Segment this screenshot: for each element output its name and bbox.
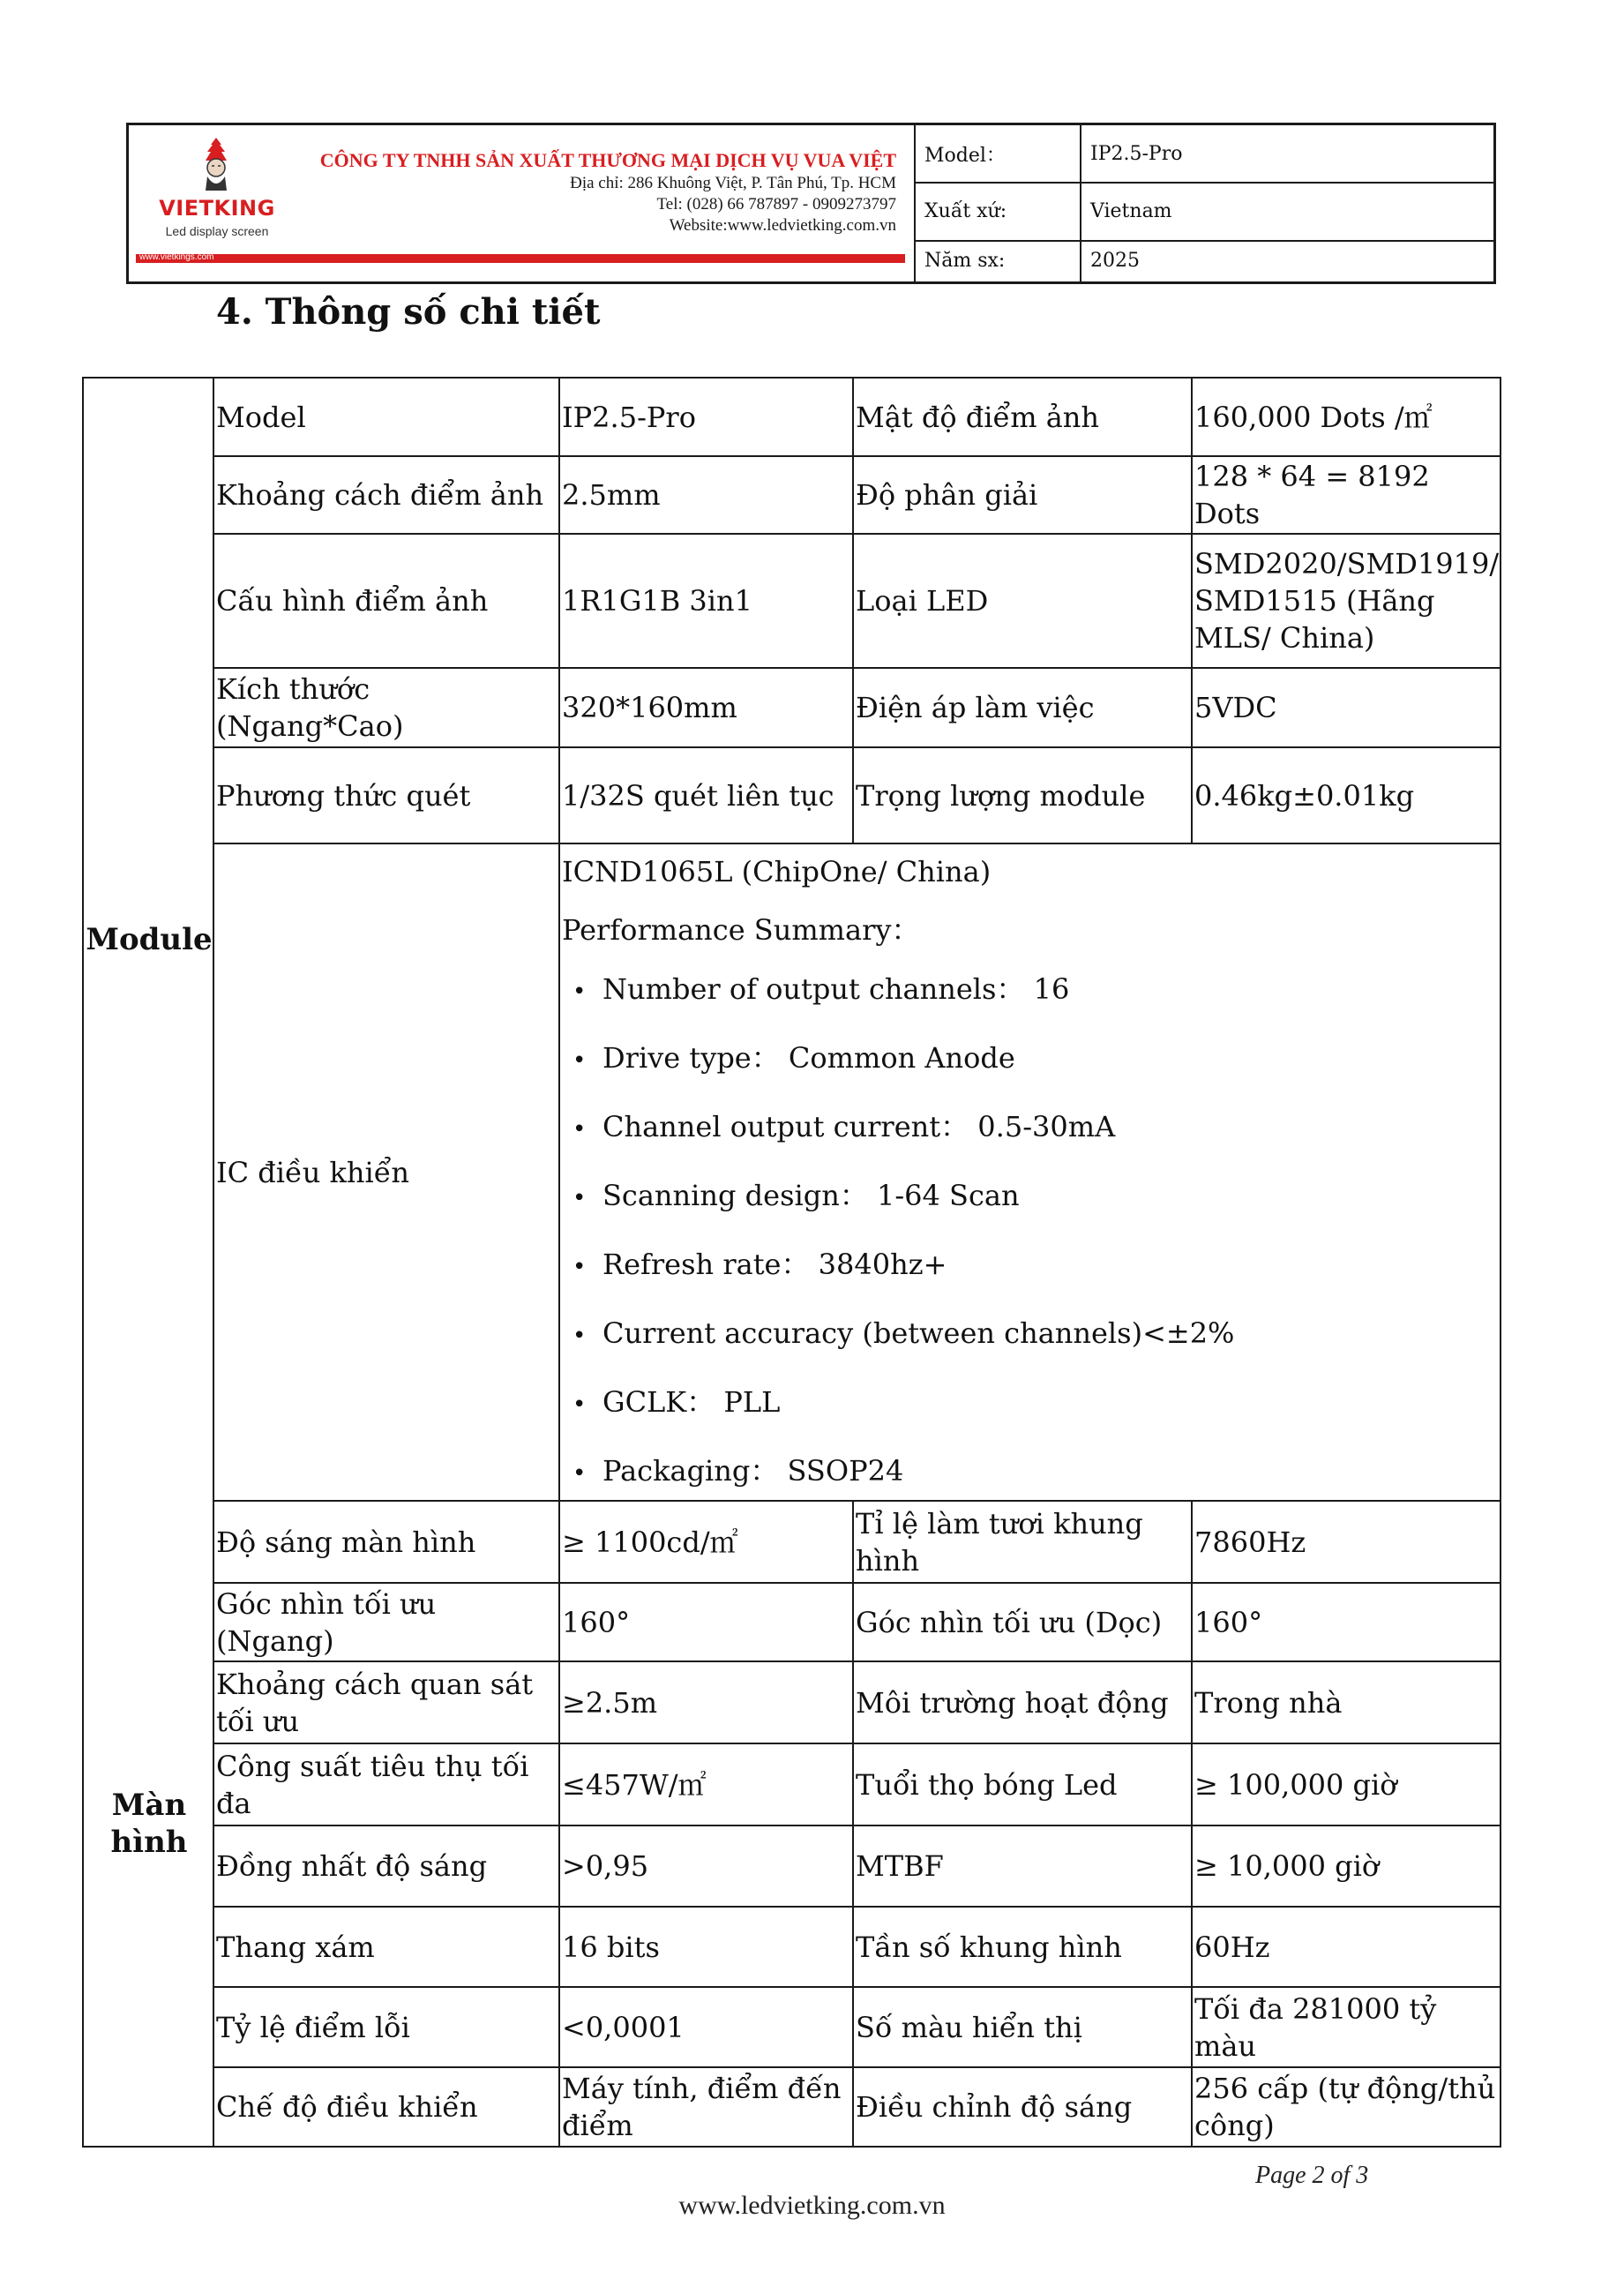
spec-label: Góc nhìn tối ưu (Dọc): [853, 1583, 1192, 1661]
info-value: Vietnam: [1080, 182, 1172, 240]
table-row: [83, 1825, 1501, 1907]
spec-value: 0.46kg±0.01kg: [1192, 747, 1501, 843]
footer-website: www.ledvietking.com.vn: [678, 2191, 946, 2220]
spec-label: Tỷ lệ điểm lỗi: [213, 1987, 559, 2067]
spec-label: Phương thức quét: [213, 747, 559, 843]
table-row: [83, 1987, 1501, 2067]
spec-label: Loại LED: [853, 534, 1192, 668]
spec-label: Độ sáng màn hình: [213, 1501, 559, 1583]
table-row: [83, 1743, 1501, 1825]
bullet-icon: •: [573, 1254, 587, 1280]
table-row: [83, 1583, 1501, 1661]
info-value: IP2.5-Pro: [1080, 125, 1182, 182]
info-row-year: [916, 240, 1495, 281]
spec-label: Tần số khung hình: [853, 1907, 1192, 1987]
spec-value: Trong nhà: [1192, 1661, 1501, 1743]
brand-bar-text: www.vietkings.com: [139, 252, 214, 262]
list-item: • GCLK： PLL: [562, 1381, 1500, 1426]
spec-label: Cấu hình điểm ảnh: [213, 534, 559, 668]
spec-label: Điều chỉnh độ sáng: [853, 2067, 1192, 2147]
ic-details: [559, 843, 1501, 1501]
spec-value: ≥ 100,000 giờ: [1192, 1743, 1501, 1825]
table-row: [83, 2067, 1501, 2147]
bullet-icon: •: [573, 1116, 587, 1143]
spec-label: Trọng lượng module: [853, 747, 1192, 843]
brand-name: VIETKING: [159, 196, 275, 221]
spec-label: Tuổi thọ bóng Led: [853, 1743, 1192, 1825]
company-tel: Tel: (028) 66 787897 - 0909273797: [656, 195, 896, 214]
group-module: Module: [83, 378, 213, 1501]
table-row: [83, 1501, 1501, 1583]
ic-bullet-list: [562, 968, 1500, 1495]
spec-value: Tối đa 281000 tỷ màu: [1192, 1987, 1501, 2067]
spec-value: IP2.5-Pro: [559, 378, 853, 456]
spec-value: Máy tính, điểm đến điểm: [559, 2067, 853, 2147]
info-key: Năm sx:: [924, 250, 1006, 272]
spec-label: Công suất tiêu thụ tối đa: [213, 1743, 559, 1825]
spec-label: Độ phân giải: [853, 456, 1192, 534]
spec-label: Số màu hiển thị: [853, 1987, 1192, 2067]
bullet-icon: •: [573, 1391, 587, 1418]
section-title: 4. Thông số chi tiết: [216, 291, 601, 333]
product-info: [914, 125, 1495, 281]
spec-label: IC điều khiển: [213, 843, 559, 1501]
bullet-icon: •: [573, 1323, 587, 1349]
spec-value: SMD2020/SMD1919/ SMD1515 (Hãng MLS/ China): [1192, 534, 1501, 668]
table-row: [83, 1661, 1501, 1743]
warrior-crest-icon: [195, 136, 237, 194]
company-address: Địa chỉ: 286 Khuông Việt, P. Tân Phú, Tp. HCM: [570, 174, 896, 192]
spec-label: Khoảng cách quan sát tối ưu: [213, 1661, 559, 1743]
bullet-icon: •: [573, 978, 587, 1005]
spec-value: 16 bits: [559, 1907, 853, 1987]
spec-label: Khoảng cách điểm ảnh: [213, 456, 559, 534]
spec-value: 320*160mm: [559, 668, 853, 747]
spec-value: 5VDC: [1192, 668, 1501, 747]
document-header: [126, 123, 1496, 284]
list-item: • Refresh rate： 3840hz+: [562, 1243, 1500, 1288]
spec-value: 160,000 Dots /㎡: [1192, 378, 1501, 456]
company-info: [320, 148, 896, 236]
group-screen: Màn hình: [83, 1501, 213, 2147]
spec-table: [82, 377, 1501, 2148]
spec-value: 128 * 64 = 8192 Dots: [1192, 456, 1501, 534]
spec-value: 1R1G1B 3in1: [559, 534, 853, 668]
info-row-origin: [916, 182, 1495, 242]
page-number: Page 2 of 3: [1255, 2162, 1369, 2189]
spec-value: >0,95: [559, 1825, 853, 1907]
table-row-ic: [83, 843, 1501, 1501]
company-name: CÔNG TY TNHH SẢN XUẤT THƯƠNG MẠI DỊCH VỤ VUA VIỆT: [319, 149, 896, 171]
spec-label: MTBF: [853, 1825, 1192, 1907]
info-value: 2025: [1080, 240, 1140, 281]
spec-label: Điện áp làm việc: [853, 668, 1192, 747]
brand-bar: [136, 254, 905, 263]
info-row-model: [916, 125, 1495, 184]
table-row: [83, 534, 1501, 668]
list-item: • Channel output current： 0.5-30mA: [562, 1106, 1500, 1151]
table-row: [83, 456, 1501, 534]
company-website: Website:www.ledvietking.com.vn: [669, 216, 896, 235]
table-row: [83, 747, 1501, 843]
spec-label: Mật độ điểm ảnh: [853, 378, 1192, 456]
spec-value: ≤457W/㎡: [559, 1743, 853, 1825]
spec-label: Góc nhìn tối ưu (Ngang): [213, 1583, 559, 1661]
spec-label: Môi trường hoạt động: [853, 1661, 1192, 1743]
spec-value: 7860Hz: [1192, 1501, 1501, 1583]
info-key: Xuất xứ:: [924, 199, 1007, 222]
spec-label: Chế độ điều khiển: [213, 2067, 559, 2147]
spec-label: Đồng nhất độ sáng: [213, 1825, 559, 1907]
brand-tagline: Led display screen: [165, 224, 269, 238]
table-row: [83, 668, 1501, 747]
spec-value: 60Hz: [1192, 1907, 1501, 1987]
spec-value: ≥2.5m: [559, 1661, 853, 1743]
spec-value: ≥ 10,000 giờ: [1192, 1825, 1501, 1907]
list-item: • Packaging： SSOP24: [562, 1450, 1500, 1495]
bullet-icon: •: [573, 1460, 587, 1487]
company-block: [129, 125, 914, 281]
table-row: [83, 378, 1501, 456]
spec-label: Kích thước (Ngang*Cao): [213, 668, 559, 747]
bullet-icon: •: [573, 1185, 587, 1211]
spec-label: Tỉ lệ làm tươi khung hình: [853, 1501, 1192, 1583]
list-item: • Number of output channels： 16: [562, 968, 1500, 1013]
spec-label: Thang xám: [213, 1907, 559, 1987]
ic-summary: Performance Summary：: [562, 913, 920, 947]
spec-value: 160°: [1192, 1583, 1501, 1661]
spec-value: <0,0001: [559, 1987, 853, 2067]
spec-value: ≥ 1100cd/㎡: [559, 1501, 853, 1583]
list-item: • Current accuracy (between channels)<±2%: [562, 1312, 1500, 1357]
bullet-icon: •: [573, 1047, 587, 1074]
spec-value: 1/32S quét liên tục: [559, 747, 853, 843]
list-item: • Drive type： Common Anode: [562, 1037, 1500, 1082]
info-key: Model：: [924, 144, 1006, 167]
spec-value: 160°: [559, 1583, 853, 1661]
spec-label: Model: [213, 378, 559, 456]
table-row: [83, 1907, 1501, 1987]
list-item: • Scanning design： 1-64 Scan: [562, 1174, 1500, 1219]
company-logo: [138, 136, 305, 268]
spec-value: 2.5mm: [559, 456, 853, 534]
spec-value: 256 cấp (tự động/thủ công): [1192, 2067, 1501, 2147]
ic-chip: ICND1065L (ChipOne/ China): [562, 855, 992, 888]
